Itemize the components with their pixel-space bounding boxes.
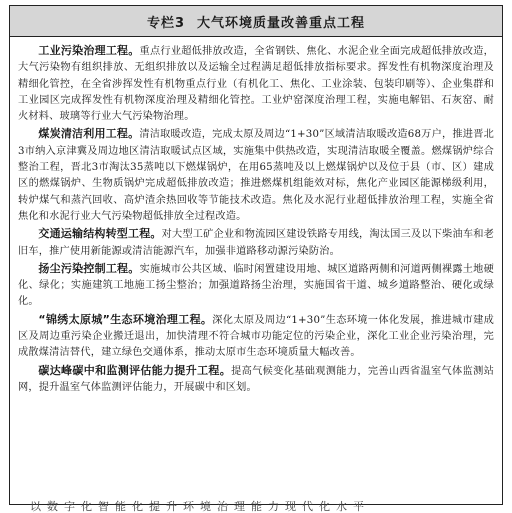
- paragraph-lead: 扬尘污染控制工程。: [38, 261, 140, 275]
- column-label: 专栏3: [146, 15, 186, 31]
- paragraph-lead: 工业污染治理工程。: [38, 44, 140, 57]
- paragraph-lead: 碳达峰碳中和监测评估能力提升工程。: [38, 363, 232, 377]
- paragraph-lead: “锦绣太原城”生态环境治理工程。: [38, 312, 213, 326]
- column-title: 大气环境质量改善重点工程: [197, 15, 366, 31]
- paragraph-text: 重点行业超低排放改造，全省钢铁、焦化、水泥企业全面完成超低排放改造，大气污染物有组织排放、无组织排放以及运输全过程满足超低排放指标要求。挥发性有机物深度治理及精细化管控，在全省涉挥发性有机物重点行业（有机化工、焦化、工业涂装、包装印刷等）、企业集群和工业园区完成挥发性有机物深度治理及精细化管控。工业炉窑深度治理工程，实施电解铝、石灰窑、耐火材料、玻璃等行业大气污染物治理。: [18, 46, 494, 123]
- paragraph-transport: [18, 226, 494, 260]
- cut-off-text: [30, 500, 500, 513]
- paragraph-text: 提高气候变化基础观测能力，完善山西省温室气体监测站网，提升温室气体监测评估能力，开展碳中和区划。: [18, 365, 494, 393]
- column-body: [10, 37, 502, 396]
- paragraph-clean-coal: [18, 126, 494, 225]
- cut-off-line: 以数字化智能化提升环境治理能力现代化水平: [30, 500, 370, 513]
- column-header: [10, 6, 502, 37]
- paragraph-industrial-pollution: [18, 43, 494, 125]
- paragraph-text: 实施城市公共区域、临时闲置建设用地、城区道路两侧和河道两侧裸露土地硬化、绿化；实施建筑工地施工扬尘整治；加强道路扬尘治理，实施国省干道、城乡道路整治、硬化或绿化。: [18, 263, 494, 308]
- paragraph-text: 清洁取暖改造，完成太原及周边“1+30”区域清洁取暖改造68万户，推进晋北3市纳入京津冀及周边地区清洁取暖试点区域，实施集中供热改造，实现清洁取暖全覆盖。燃煤锅炉综合整治工程，晋北3市淘汰35蒸吨以下燃煤锅炉，在用65蒸吨及以上燃煤锅炉以及位于县（市、区）建成区的燃煤锅炉、生物质锅炉完成超低排放改造；推进燃煤机组能效对标，焦化产业园区能源梯级利用，转炉煤气和蒸汽回收、高炉渣余热回收等节能技术改造。焦化及水泥行业超低排放治理工程，实施全省焦化和水泥行业大气污染物超低排放全过程改造。: [18, 129, 494, 222]
- paragraph-text: 深化太原及周边“1+30”生态环境一体化发展，推进城市建成区及周边重污染企业搬迁退出，加快清理不符合城市功能定位的污染企业，深化工业企业污染治理，完成散煤清洁替代，建立绿色交通体系，推动太原市生态环境质量大幅改善。: [18, 314, 494, 359]
- paragraph-lead: 交通运输结构转型工程。: [38, 227, 162, 241]
- paragraph-lead: 煤炭清洁利用工程。: [38, 127, 140, 141]
- paragraph-carbon-monitoring: [18, 363, 494, 397]
- column-box: [9, 5, 503, 505]
- paragraph-dust-control: [18, 261, 494, 311]
- paragraph-text: 对大型工矿企业和物流园区建设铁路专用线，淘汰国三及以下柴油车和老旧车，推广使用新能源或清洁能源汽车，加强非道路移动源污染防治。: [18, 229, 494, 257]
- paragraph-taiyuan: [18, 312, 494, 362]
